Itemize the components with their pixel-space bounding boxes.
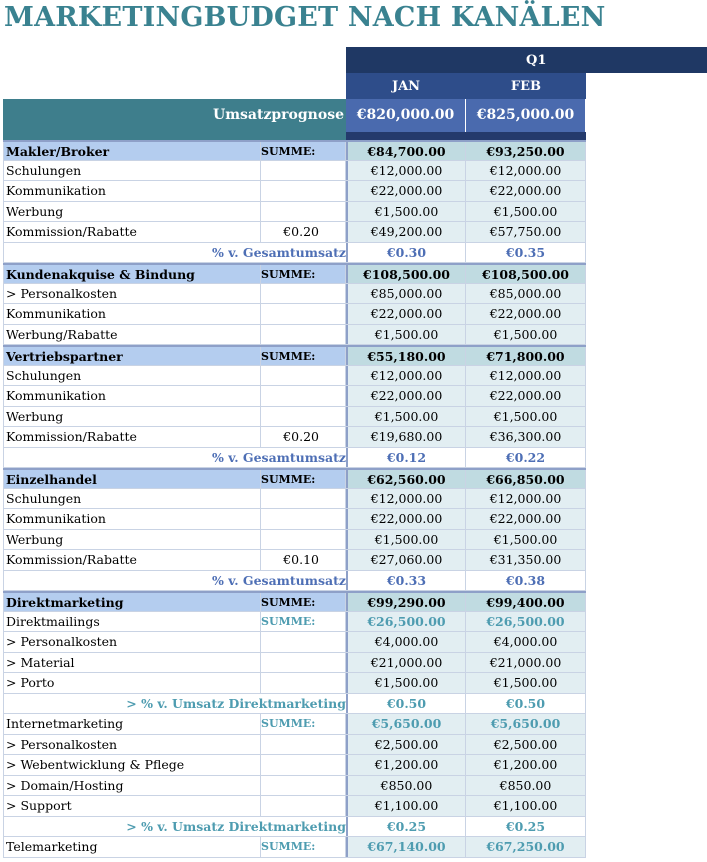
category-row <box>3 468 586 489</box>
value-cell-feb[interactable]: €1,100.00 <box>466 796 586 816</box>
label-cell[interactable]: Direktmailings <box>3 612 261 632</box>
note-cell[interactable] <box>261 304 346 324</box>
value-cell-jan[interactable]: €1,500.00 <box>346 407 466 427</box>
value-cell-feb[interactable]: €0.50 <box>466 694 586 714</box>
label-cell[interactable]: > Support <box>3 796 261 816</box>
label-cell[interactable]: > Webentwicklung & Pflege <box>3 755 261 775</box>
month-header-row <box>346 73 586 99</box>
note-cell[interactable]: €0.20 <box>261 222 346 242</box>
table-row <box>3 325 586 346</box>
label-cell[interactable]: Kommunikation <box>3 181 261 201</box>
value-cell-jan[interactable]: €22,000.00 <box>346 509 466 529</box>
label-cell[interactable]: Werbung <box>3 202 261 222</box>
value-cell-jan[interactable]: €22,000.00 <box>346 181 466 201</box>
value-cell-feb[interactable]: €2,500.00 <box>466 735 586 755</box>
value-cell-jan[interactable]: €0.33 <box>346 571 466 591</box>
value-cell-jan[interactable]: €22,000.00 <box>346 386 466 406</box>
label-cell[interactable]: Kundenakquise & Bindung <box>3 265 261 283</box>
value-cell-feb[interactable]: €66,850.00 <box>466 470 586 488</box>
note-cell[interactable]: SUMME: <box>261 714 346 734</box>
value-cell-feb[interactable]: €1,500.00 <box>466 530 586 550</box>
note-cell[interactable] <box>261 407 346 427</box>
value-cell-jan[interactable]: €99,290.00 <box>346 593 466 611</box>
note-cell[interactable]: SUMME: <box>261 593 346 611</box>
value-cell-jan[interactable]: €27,060.00 <box>346 550 466 570</box>
revenue-forecast-feb[interactable]: €825,000.00 <box>466 99 585 132</box>
table-row <box>3 427 586 448</box>
percent-row <box>3 448 586 469</box>
note-cell[interactable]: SUMME: <box>261 612 346 632</box>
label-cell[interactable]: > Personalkosten <box>3 735 261 755</box>
value-cell-jan[interactable]: €55,180.00 <box>346 347 466 365</box>
label-cell[interactable]: Schulungen <box>3 489 261 509</box>
value-cell-jan[interactable]: €1,500.00 <box>346 325 466 345</box>
value-cell-feb[interactable]: €0.25 <box>466 817 586 837</box>
table-row <box>3 776 586 797</box>
note-cell[interactable] <box>261 776 346 796</box>
percent-row <box>3 571 586 592</box>
table-row <box>3 202 586 223</box>
value-cell-jan[interactable]: €5,650.00 <box>346 714 466 734</box>
value-cell-feb[interactable]: €850.00 <box>466 776 586 796</box>
revenue-forecast-label[interactable]: Umsatzprognose <box>3 99 346 132</box>
value-cell-feb[interactable]: €67,250.00 <box>466 837 586 857</box>
table-row <box>3 550 586 571</box>
value-cell-feb[interactable]: €12,000.00 <box>466 366 586 386</box>
table-row <box>3 632 586 653</box>
value-cell-jan[interactable]: €84,700.00 <box>346 142 466 160</box>
value-cell-jan[interactable]: €850.00 <box>346 776 466 796</box>
value-cell-jan[interactable]: €22,000.00 <box>346 304 466 324</box>
quarter-label: Q1 <box>526 53 547 68</box>
value-cell-jan[interactable]: €1,500.00 <box>346 202 466 222</box>
table-row <box>3 673 586 694</box>
percent-label-cell[interactable]: % v. Gesamtumsatz <box>3 448 346 468</box>
value-cell-feb[interactable]: €71,800.00 <box>466 347 586 365</box>
note-cell[interactable]: SUMME: <box>261 347 346 365</box>
category-row <box>3 345 586 366</box>
value-cell-feb[interactable]: €22,000.00 <box>466 181 586 201</box>
note-cell[interactable] <box>261 386 346 406</box>
value-cell-jan[interactable]: €26,500.00 <box>346 612 466 632</box>
percent-row <box>3 694 586 715</box>
note-cell[interactable] <box>261 735 346 755</box>
value-cell-feb[interactable]: €22,000.00 <box>466 386 586 406</box>
value-cell-jan[interactable]: €1,500.00 <box>346 530 466 550</box>
value-cell-feb[interactable]: €57,750.00 <box>466 222 586 242</box>
value-cell-jan[interactable]: €0.50 <box>346 694 466 714</box>
value-cell-feb[interactable]: €12,000.00 <box>466 489 586 509</box>
value-cell-feb[interactable]: €5,650.00 <box>466 714 586 734</box>
note-cell[interactable] <box>261 161 346 181</box>
label-cell[interactable]: Schulungen <box>3 366 261 386</box>
value-cell-jan[interactable]: €67,140.00 <box>346 837 466 857</box>
revenue-forecast-row <box>3 99 586 132</box>
value-cell-jan[interactable]: €108,500.00 <box>346 265 466 283</box>
label-cell[interactable]: > Personalkosten <box>3 284 261 304</box>
table-row <box>3 489 586 510</box>
note-cell[interactable] <box>261 202 346 222</box>
budget-table <box>3 140 586 858</box>
note-cell[interactable]: SUMME: <box>261 837 346 857</box>
value-cell-jan[interactable]: €12,000.00 <box>346 489 466 509</box>
note-cell[interactable] <box>261 181 346 201</box>
label-cell[interactable]: Telemarketing <box>3 837 261 857</box>
value-cell-jan[interactable]: €12,000.00 <box>346 161 466 181</box>
label-cell[interactable]: Kommission/Rabatte <box>3 550 261 570</box>
month-header-jan[interactable]: JAN <box>391 79 421 94</box>
value-cell-feb[interactable]: €4,000.00 <box>466 632 586 652</box>
table-row <box>3 304 586 325</box>
table-row <box>3 653 586 674</box>
note-cell[interactable] <box>261 755 346 775</box>
label-cell[interactable]: Kommunikation <box>3 509 261 529</box>
value-cell-jan[interactable]: €21,000.00 <box>346 653 466 673</box>
value-cell-feb[interactable]: €31,350.00 <box>466 550 586 570</box>
label-cell[interactable]: Kommunikation <box>3 386 261 406</box>
note-cell[interactable]: SUMME: <box>261 470 346 488</box>
label-cell[interactable]: Werbung <box>3 530 261 550</box>
value-cell-jan[interactable]: €2,500.00 <box>346 735 466 755</box>
category-row <box>3 263 586 284</box>
value-cell-jan[interactable]: €4,000.00 <box>346 632 466 652</box>
category-row <box>3 591 586 612</box>
value-cell-jan[interactable]: €0.12 <box>346 448 466 468</box>
value-cell-feb[interactable]: €1,500.00 <box>466 407 586 427</box>
table-row <box>3 181 586 202</box>
value-cell-feb[interactable]: €85,000.00 <box>466 284 586 304</box>
percent-row <box>3 243 586 264</box>
month-header-feb[interactable]: FEB <box>510 79 542 94</box>
value-cell-jan[interactable]: €0.25 <box>346 817 466 837</box>
label-cell[interactable]: Direktmarketing <box>3 593 261 611</box>
label-cell[interactable]: Werbung <box>3 407 261 427</box>
label-cell[interactable]: Kommission/Rabatte <box>3 427 261 447</box>
table-row <box>3 284 586 305</box>
note-cell[interactable] <box>261 673 346 693</box>
value-cell-feb[interactable]: €21,000.00 <box>466 653 586 673</box>
table-row <box>3 161 586 182</box>
note-cell[interactable]: €0.10 <box>261 550 346 570</box>
note-cell[interactable] <box>261 530 346 550</box>
value-cell-feb[interactable]: €1,200.00 <box>466 755 586 775</box>
label-cell[interactable]: > Domain/Hosting <box>3 776 261 796</box>
label-cell[interactable]: Kommunikation <box>3 304 261 324</box>
table-row <box>3 407 586 428</box>
value-cell-feb[interactable]: €1,500.00 <box>466 325 586 345</box>
table-row <box>3 755 586 776</box>
note-cell[interactable]: SUMME: <box>261 142 346 160</box>
note-cell[interactable]: €0.20 <box>261 427 346 447</box>
value-cell-jan[interactable]: €62,560.00 <box>346 470 466 488</box>
subcategory-row <box>3 612 586 633</box>
percent-label-cell[interactable]: % v. Gesamtumsatz <box>3 243 346 263</box>
percent-label-cell[interactable]: % v. Gesamtumsatz <box>3 571 346 591</box>
separator-left <box>3 132 346 140</box>
value-cell-feb[interactable]: €0.35 <box>466 243 586 263</box>
quarter-header[interactable] <box>346 47 707 73</box>
value-cell-feb[interactable]: €22,000.00 <box>466 509 586 529</box>
label-cell[interactable]: > Material <box>3 653 261 673</box>
value-cell-feb[interactable]: €0.22 <box>466 448 586 468</box>
value-cell-jan[interactable]: €1,500.00 <box>346 673 466 693</box>
value-cell-feb[interactable]: €1,500.00 <box>466 202 586 222</box>
note-cell[interactable] <box>261 284 346 304</box>
percent-label-cell[interactable]: > % v. Umsatz Direktmarketing <box>3 694 346 714</box>
table-row <box>3 735 586 756</box>
table-row <box>3 530 586 551</box>
subcategory-row <box>3 714 586 735</box>
note-cell[interactable] <box>261 325 346 345</box>
value-cell-jan[interactable]: €85,000.00 <box>346 284 466 304</box>
value-cell-jan[interactable]: €1,100.00 <box>346 796 466 816</box>
label-cell[interactable]: > Porto <box>3 673 261 693</box>
value-cell-feb[interactable]: €1,500.00 <box>466 673 586 693</box>
label-cell[interactable]: Werbung/Rabatte <box>3 325 261 345</box>
note-cell[interactable] <box>261 796 346 816</box>
label-cell[interactable]: Vertriebspartner <box>3 347 261 365</box>
table-row <box>3 796 586 817</box>
label-cell[interactable]: Einzelhandel <box>3 470 261 488</box>
note-cell[interactable]: SUMME: <box>261 265 346 283</box>
percent-label-cell[interactable]: > % v. Umsatz Direktmarketing <box>3 817 346 837</box>
value-cell-jan[interactable]: €19,680.00 <box>346 427 466 447</box>
revenue-forecast-jan[interactable]: €820,000.00 <box>346 99 465 132</box>
label-cell[interactable]: Internetmarketing <box>3 714 261 734</box>
percent-row <box>3 817 586 838</box>
header-separator <box>3 132 586 140</box>
note-cell[interactable] <box>261 489 346 509</box>
label-cell[interactable]: Kommission/Rabatte <box>3 222 261 242</box>
value-cell-feb[interactable]: €22,000.00 <box>466 304 586 324</box>
note-cell[interactable] <box>261 653 346 673</box>
value-cell-jan[interactable]: €12,000.00 <box>346 366 466 386</box>
category-row <box>3 140 586 161</box>
table-row <box>3 366 586 387</box>
table-row <box>3 509 586 530</box>
value-cell-feb[interactable]: €12,000.00 <box>466 161 586 181</box>
label-cell[interactable]: > Personalkosten <box>3 632 261 652</box>
note-cell[interactable] <box>261 632 346 652</box>
value-cell-feb[interactable]: €36,300.00 <box>466 427 586 447</box>
note-cell[interactable] <box>261 366 346 386</box>
value-cell-feb[interactable]: €93,250.00 <box>466 142 586 160</box>
page-title: MARKETINGBUDGET NACH KANÄLEN <box>4 2 606 33</box>
separator-right <box>346 132 586 140</box>
table-row <box>3 222 586 243</box>
value-cell-feb[interactable]: €99,400.00 <box>466 593 586 611</box>
value-cell-jan[interactable]: €49,200.00 <box>346 222 466 242</box>
value-cell-feb[interactable]: €0.38 <box>466 571 586 591</box>
note-cell[interactable] <box>261 509 346 529</box>
label-cell[interactable]: Schulungen <box>3 161 261 181</box>
value-cell-feb[interactable]: €26,500.00 <box>466 612 586 632</box>
value-cell-feb[interactable]: €108,500.00 <box>466 265 586 283</box>
value-cell-jan[interactable]: €0.30 <box>346 243 466 263</box>
value-cell-jan[interactable]: €1,200.00 <box>346 755 466 775</box>
label-cell[interactable]: Makler/Broker <box>3 142 261 160</box>
subcategory-row <box>3 837 586 858</box>
table-row <box>3 386 586 407</box>
